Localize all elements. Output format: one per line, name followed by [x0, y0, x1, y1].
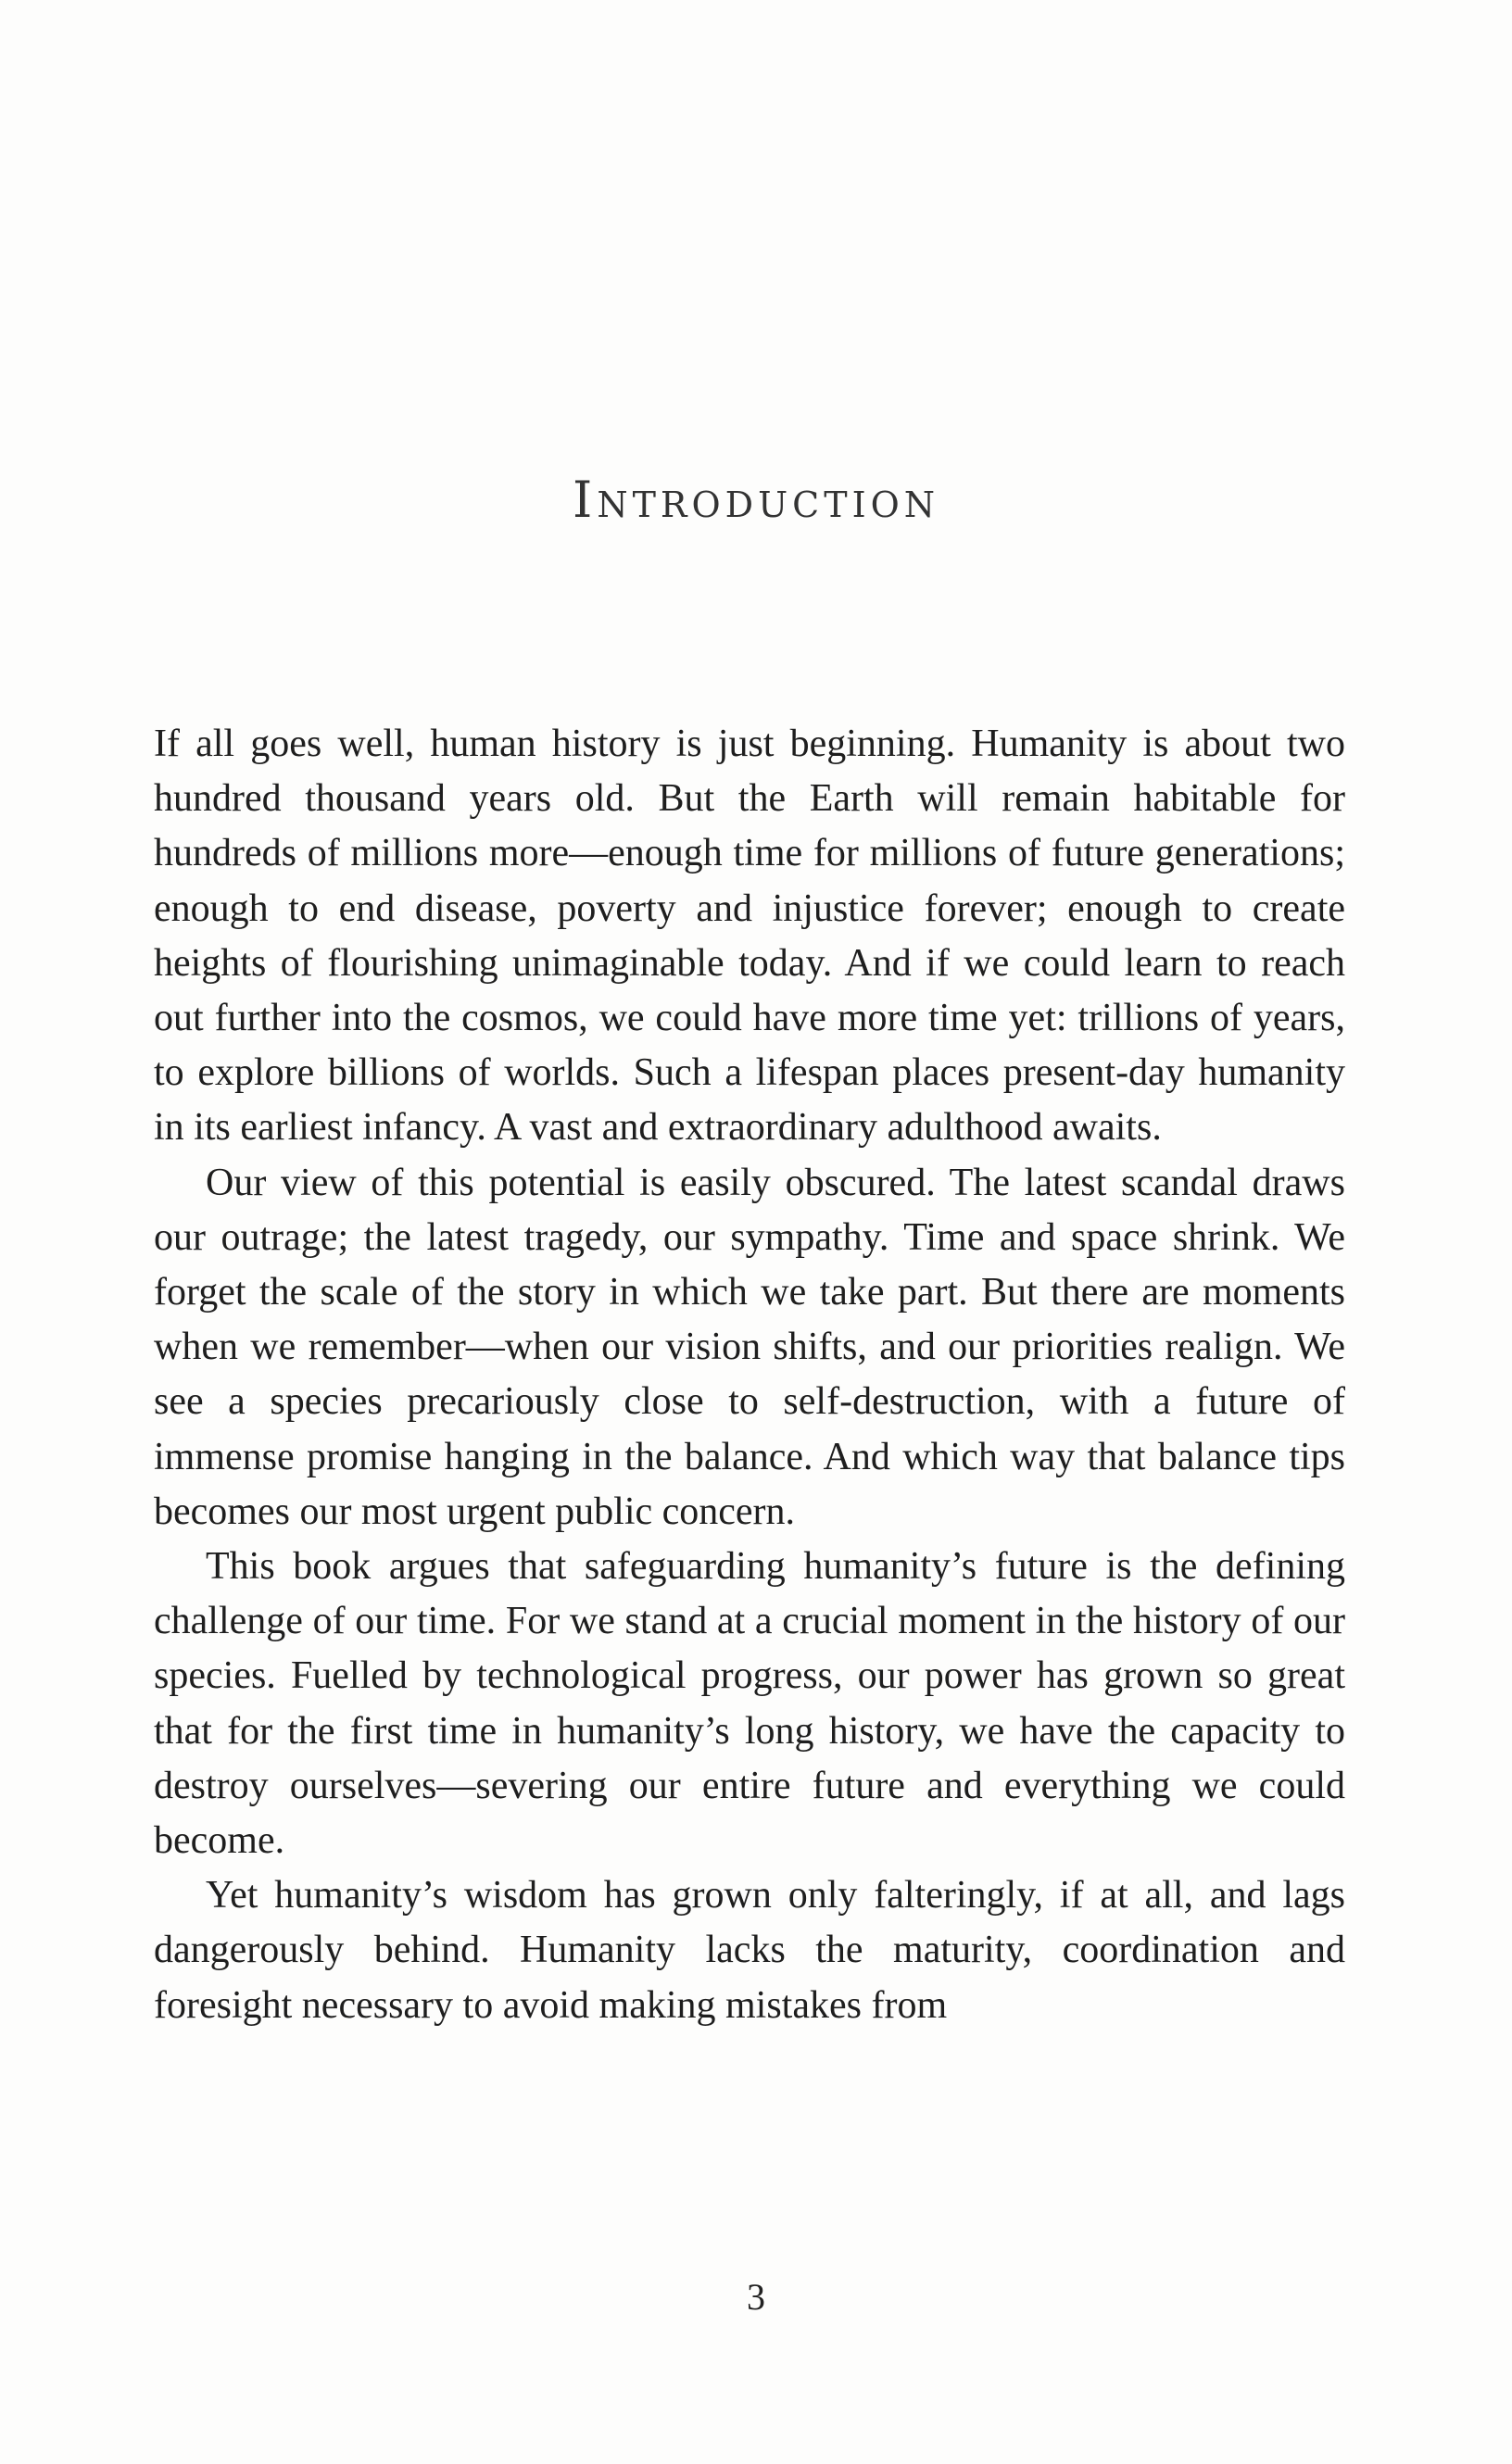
paragraph-3: This book argues that safeguarding humanity’s future is the defining challenge of our time. For we stand at a crucial moment in the history of our species. Fuelled by technological progress, our power has grown so great that for the first time in humanity’s long history, we have the capacity to destroy ourselves—severing our entire future and everything we could become.	[154, 1545, 1345, 1863]
body-text	[154, 717, 1345, 2033]
paragraph-2: Our view of this potential is easily obscured. The latest scandal draws our outrage; the latest tragedy, our sympathy. Time and space shrink. We forget the scale of the story in which we take part. But there are moments when we remember—when our vision shifts, and our priorities realign. We see a species precariously close to self-destruction, with a future of immense promise hanging in the balance. And which way that balance tips becomes our most urgent public concern.	[154, 1161, 1345, 1533]
page-number: 3	[747, 2276, 765, 2318]
chapter-title: Introduction	[572, 471, 940, 529]
paragraph-1: If all goes well, human history is just beginning. Humanity is about two hundred thousand years old. But the Earth will remain habitable for hundreds of millions more—enough time for millions of future generations; enough to end disease, poverty and injustice forever; enough to create heights of flourishing unimaginable today. And if we could learn to reach out further into the cosmos, we could have more time yet: trillions of years, to explore billions of worlds. Such a lifespan places present-day humanity in its earliest infancy. A vast and extraordinary adulthood awaits.	[154, 723, 1345, 1150]
paragraph-4: Yet humanity’s wisdom has grown only falteringly, if at all, and lags dangerously behind. Humanity lacks the maturity, coordination and foresight necessary to avoid making mistakes from	[154, 1874, 1345, 2027]
